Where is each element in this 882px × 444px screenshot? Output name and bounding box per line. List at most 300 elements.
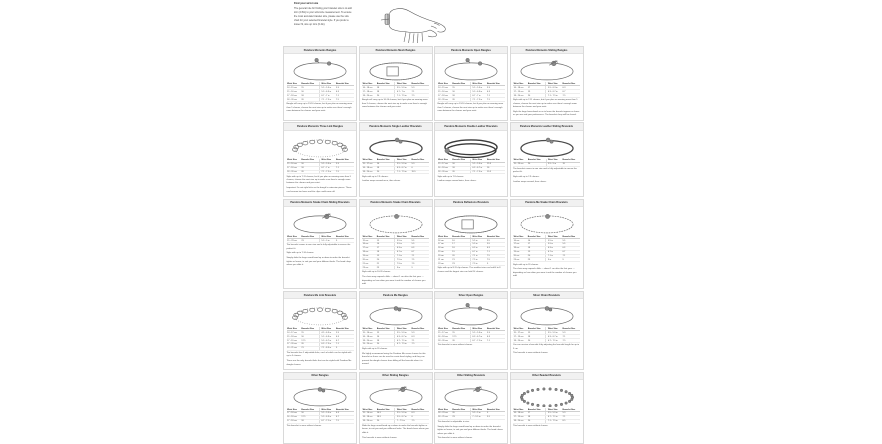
table-cell: 7.1 - 7.5 in <box>470 170 486 174</box>
table-cell: 15 - 16 cm <box>362 331 376 335</box>
table-cell: 15 - 23 cm <box>513 162 527 166</box>
column-header: Wrist Size <box>470 159 486 163</box>
table-cell: 18 - 20 cm <box>513 419 527 423</box>
table-cell: 17 <box>527 242 546 246</box>
column-header: Bracelet Size <box>527 408 546 412</box>
table-cell: 9 <box>562 258 580 262</box>
size-table-wrapper <box>435 159 507 175</box>
table-cell: 18 <box>452 166 471 170</box>
column-header: Bracelet Size <box>562 408 580 412</box>
table-cell: 15 cm <box>362 239 376 243</box>
table-cell: 16 <box>301 90 320 94</box>
card-note: Bangle will carry up to 10-14 charms, but if you plan on wearing more than 5 charms, choose the next size up to make sure there's enough room between the charms and your wrist. <box>362 99 428 109</box>
size-table-wrapper <box>360 159 432 175</box>
size-chart-card <box>359 372 433 444</box>
card-title: Pandora Moments Double Leather Bracelets <box>435 123 507 130</box>
table-cell: 18 - 20 cm <box>287 170 301 174</box>
table-cell: 20 <box>452 170 471 174</box>
size-table <box>513 327 580 343</box>
table-cell: 20 cm <box>438 254 452 258</box>
table-cell: 5.9 - 9 in <box>320 239 336 243</box>
table-cell: 15 - 16 cm <box>362 412 376 416</box>
table-row <box>362 170 429 174</box>
table-cell: 15 - 16 cm <box>438 90 452 94</box>
table-cell: 14 - 17 cm <box>287 331 301 335</box>
table-cell: 16 <box>301 335 320 339</box>
table-cell: 5.5 - 5.9 in <box>546 412 562 416</box>
table-cell: 17 cm <box>362 246 376 250</box>
size-table <box>362 327 429 347</box>
table-cell: 6.7 - 7.1 in <box>546 415 562 419</box>
column-header: Bracelet Size <box>452 408 471 412</box>
table-cell: 16 <box>452 162 471 166</box>
table-cell: 6.3 - 6.7 in <box>395 335 411 339</box>
table-cell: 15 - 17 cm <box>362 162 376 166</box>
column-header: Bracelet Size <box>452 327 471 331</box>
table-cell: 7 - 7.5 in <box>395 419 411 423</box>
size-table-wrapper <box>435 408 507 420</box>
card-note: Slide the large round bead up or down to make the bracelet tighter or looser, to suit you and your different looks. The band closes where you slide it. <box>362 424 429 434</box>
table-cell: 19 cm <box>513 250 527 254</box>
table-cell: 5.9 - 6.3 in <box>319 415 335 419</box>
table-cell: 20 cm <box>513 254 527 258</box>
column-header: Wrist Size <box>513 159 527 163</box>
table-cell: 5.9 <box>486 331 504 335</box>
card-title: Pandora Me Snake Chain Bracelets <box>511 200 583 207</box>
column-header: Bracelet Size <box>486 82 504 86</box>
column-header: Bracelet Size <box>301 408 320 412</box>
silver-chain-bracelet-icon <box>511 299 583 327</box>
table-cell: 7.1 <box>335 342 353 346</box>
column-header: Wrist Size <box>287 327 301 331</box>
table-cell: 7.1 - 7.5 in <box>470 98 486 102</box>
table-cell: 7.5 <box>411 258 429 262</box>
column-header: Bracelet Size <box>376 408 395 412</box>
table-cell: 14 - 15 cm <box>438 86 452 90</box>
sliding-bangle-icon <box>511 54 583 82</box>
card-note: This bracelet is worn without charms. <box>437 344 473 347</box>
table-cell: 18 - 20 cm <box>438 339 452 343</box>
table-cell: 5.9 - 6.3 in <box>319 90 335 94</box>
table-row <box>362 342 429 346</box>
table-cell: 23 <box>301 239 320 243</box>
column-header: Wrist Size <box>319 82 335 86</box>
column-header: Wrist Size <box>470 327 486 331</box>
column-header: Bracelet Size <box>411 408 429 412</box>
table-cell: 18 <box>376 90 395 94</box>
table-cell: 18 - 20 cm <box>362 94 376 98</box>
card-note: Leather wraps around, then closes. <box>513 180 547 183</box>
table-cell: 5.5 - 5.9 in <box>319 86 335 90</box>
table-cell: 16 - 18 cm <box>362 335 376 339</box>
card-title: Pandora Me Bangles <box>360 292 432 299</box>
table-cell: 17 - 18 cm <box>287 419 301 423</box>
table-cell: 6.7 - 7.1 in <box>319 419 335 423</box>
column-header: Wrist Size <box>395 82 411 86</box>
size-table <box>513 408 580 424</box>
table-row <box>438 415 505 419</box>
size-chart-card <box>283 372 357 444</box>
column-header: Wrist Size <box>546 235 562 239</box>
table-cell: 5.5 - 5.9 in <box>470 162 486 166</box>
table-cell: 7.5 <box>411 419 429 423</box>
table-row <box>362 94 429 98</box>
column-header: Wrist Size <box>513 408 527 412</box>
table-cell: 6.3 in <box>395 246 411 250</box>
table-cell: 6.7 <box>335 415 353 419</box>
table-cell: 15.9 <box>486 162 504 166</box>
size-chart-card <box>434 46 508 121</box>
table-cell: 6.3 <box>411 246 429 250</box>
table-cell: 18 - 20 cm <box>362 339 376 343</box>
column-header: Bracelet Size <box>452 159 471 163</box>
column-header: Bracelet Size <box>486 235 504 239</box>
me-bangle-icon <box>360 299 432 327</box>
table-cell: 16 <box>452 239 471 243</box>
card-title: Silver Open Bangles <box>435 292 507 299</box>
table-cell: 9 <box>335 239 353 243</box>
three-link-bangle-icon <box>284 131 356 159</box>
table-cell: 6 <box>411 415 429 419</box>
column-header: Bracelet Size <box>527 159 546 163</box>
table-cell: 6.3 in <box>546 246 562 250</box>
table-cell: 20 <box>301 170 320 174</box>
card-note: The bracelet comes in one size and is fully adjustable to ensure the perfect fit. <box>286 244 351 250</box>
table-cell: 20 <box>376 170 395 174</box>
table-cell: 19 <box>527 250 546 254</box>
table-cell: 5.9 <box>335 162 353 166</box>
table-cell: 5.5 - 5.9 in <box>470 86 486 90</box>
size-table <box>438 408 505 420</box>
column-header: Bracelet Size <box>301 327 320 331</box>
table-cell: 15 - 17 cm <box>438 162 452 166</box>
table-row <box>287 239 354 243</box>
column-header: Wrist Size <box>546 82 562 86</box>
column-header: Bracelet Size <box>527 327 546 331</box>
size-table <box>438 159 505 175</box>
table-cell: 5.5 in <box>470 239 486 243</box>
table-cell: 5.5 - 5.9 in <box>470 331 486 335</box>
table-cell: 7.1 <box>562 415 580 419</box>
column-header: Bracelet Size <box>411 327 429 331</box>
table-cell: 7.1 - 7.5 in <box>395 170 411 174</box>
card-note: Bangle will carry up to 13-16 charms, but if you plan on wearing more than 5 charms, choose the next size up to make sure there's enough room between the charms and your wrist. <box>437 103 504 112</box>
beaded-bracelet-icon <box>511 380 583 408</box>
column-header: Bracelet Size <box>527 235 546 239</box>
table-cell: 6.7 - 7.1 in <box>546 339 562 343</box>
table-cell: 18 <box>527 246 546 250</box>
mesh-bangle-icon <box>360 54 432 82</box>
table-cell: 17 - 18 cm <box>287 412 301 416</box>
size-chart-card <box>434 291 508 370</box>
size-chart-card <box>510 199 584 290</box>
table-cell: 21 <box>376 262 395 266</box>
card-note: The bracelet has 5 adjustable links, each of which can be styled with up to 5 charms. <box>286 351 352 358</box>
table-cell: 15 <box>452 86 471 90</box>
table-cell: 5.9 <box>335 86 353 90</box>
table-cell: 7.9 in <box>395 262 411 266</box>
table-cell: 6.3 <box>335 412 353 416</box>
card-note: Leather wraps around once, then closes. <box>362 180 401 183</box>
column-header: Bracelet Size <box>376 82 395 86</box>
table-row <box>287 170 354 174</box>
table-cell: 16 cm <box>438 239 452 243</box>
column-header: Wrist Size <box>362 408 376 412</box>
table-cell: 23 <box>376 266 395 270</box>
column-header: Wrist Size <box>513 327 527 331</box>
size-chart-card <box>434 122 508 197</box>
table-cell: 6.7 - 7.1 in <box>470 339 486 343</box>
column-header: Wrist Size <box>395 327 411 331</box>
table-cell: 5.5 <box>411 239 429 243</box>
table-row <box>438 98 505 102</box>
other-sliding-bangle-icon <box>360 380 432 408</box>
card-note: Simply slide the large round bead up or down to make the bracelet tighter or looser, to suit you and your different looks. The band closes where you slide it. <box>437 425 503 435</box>
table-cell: 7.5 <box>562 94 580 98</box>
table-cell: 5.9 <box>562 412 580 416</box>
column-header: Bracelet Size <box>527 82 546 86</box>
intro-section <box>294 2 584 42</box>
table-cell: 15 <box>301 86 320 90</box>
column-header: Bracelet Size <box>301 82 320 86</box>
reflexions-mesh-bracelet-icon <box>435 207 507 235</box>
size-table-wrapper <box>360 408 432 424</box>
table-cell: 5.5 <box>562 239 580 243</box>
table-cell: 16 <box>301 412 320 416</box>
column-header: Bracelet Size <box>452 235 471 239</box>
table-cell: 16 - 18 cm <box>513 412 527 416</box>
column-header: Bracelet Size <box>562 235 580 239</box>
column-header: Wrist Size <box>287 235 301 239</box>
size-table-wrapper <box>284 159 356 175</box>
table-cell: 18 <box>527 335 546 339</box>
table-cell: 20 <box>376 419 395 423</box>
size-table-wrapper <box>284 82 356 102</box>
table-cell: 9 <box>411 266 429 270</box>
table-cell: 7.1 <box>335 166 353 170</box>
table-cell: 19 - 21 cm <box>287 346 301 350</box>
table-cell: 9 in <box>546 258 562 262</box>
size-table-wrapper <box>511 408 583 424</box>
size-table <box>362 408 429 424</box>
column-header: Bracelet Size <box>335 82 353 86</box>
card-note: Important: Do not style links on the bangle's extension pieces. These can become too loose and the clips could come off. <box>286 187 352 193</box>
table-cell: 18 cm <box>362 250 376 254</box>
table-cell: 6.7 <box>335 339 353 343</box>
table-cell: 15 <box>376 239 395 243</box>
table-cell: 20 <box>527 94 546 98</box>
table-cell: 7.9 <box>486 258 504 262</box>
table-cell: 6.7 - 7 in <box>470 94 486 98</box>
column-header: Bracelet Size <box>486 327 504 331</box>
other-sliding-bracelet-icon <box>435 380 507 408</box>
column-header: Wrist Size <box>438 159 452 163</box>
table-cell: 17 <box>376 246 395 250</box>
table-cell: 5.9 - 6.3 in <box>546 86 562 90</box>
card-title: Other Sliding Bracelets <box>435 373 507 380</box>
column-header: Wrist Size <box>470 82 486 86</box>
table-cell: 6.7 <box>411 250 429 254</box>
table-cell: 7.5 <box>411 342 429 346</box>
table-cell: 5.5 - 5.9 in <box>546 331 562 335</box>
card-note: This bracelet is worn without charms. <box>286 424 322 427</box>
column-header: Bracelet Size <box>411 82 429 86</box>
table-cell: 17.5 <box>301 415 320 419</box>
card-note: Simply slide the large round bead up or down to make the bracelet tighter or looser, to suit you and your different looks. The band clasp where you slide it. <box>286 257 351 267</box>
table-cell: 9 <box>486 412 504 416</box>
table-cell: 6.7 <box>562 250 580 254</box>
table-cell: 20 <box>376 94 395 98</box>
table-cell: 19 <box>452 250 471 254</box>
table-cell: 5.5 - 5.9 in <box>395 162 411 166</box>
size-table-wrapper <box>284 235 356 243</box>
column-header: Wrist Size <box>513 235 527 239</box>
card-note: This bracelet is adjustable in size. <box>437 420 470 423</box>
size-table-wrapper <box>435 235 507 266</box>
card-note: This bracelet is worn without charms. <box>513 424 549 427</box>
table-cell: 15 - 18 cm <box>287 335 301 339</box>
table-cell: 20 <box>452 98 471 102</box>
table-row <box>362 419 429 423</box>
table-row <box>513 339 580 343</box>
table-cell: 15 - 16 cm <box>287 90 301 94</box>
table-cell: 6.7 in <box>470 250 486 254</box>
table-cell: 5.5 <box>486 239 504 243</box>
table-cell: 19 - 20 cm <box>362 342 376 346</box>
table-cell: 7.5 <box>335 98 353 102</box>
size-table <box>438 235 505 266</box>
card-note: Style with up to 7-9 charms. <box>362 175 389 178</box>
column-header: Wrist Size <box>395 235 411 239</box>
card-note: Style with up to 20 charms. <box>513 263 539 266</box>
size-table-wrapper <box>435 327 507 343</box>
table-cell: 17 - 19 cm <box>513 335 527 339</box>
table-cell: 16 cm <box>362 242 376 246</box>
table-cell: 17.5 <box>301 339 320 343</box>
table-cell: 17 - 18 cm <box>287 94 301 98</box>
snake-chain-sliding-icon <box>284 207 356 235</box>
table-cell: 16 <box>376 242 395 246</box>
table-cell: 18 - 20 cm <box>362 419 376 423</box>
table-cell: 20 <box>452 412 471 416</box>
table-cell: 9.5 <box>486 415 504 419</box>
size-chart-card <box>283 199 357 290</box>
column-header: Wrist Size <box>395 408 411 412</box>
size-table <box>287 327 354 350</box>
column-header: Wrist Size <box>546 159 562 163</box>
table-cell: 7.1 - 7.5 in <box>395 94 411 98</box>
size-chart-card <box>510 46 584 121</box>
size-table <box>513 82 580 98</box>
table-cell: 7.1 in <box>546 254 562 258</box>
table-cell: 5.9 in <box>470 242 486 246</box>
table-cell: 5.5 - 5.9 in <box>319 162 335 166</box>
table-row <box>513 258 580 262</box>
column-header: Wrist Size <box>287 408 301 412</box>
card-note: Leather wraps around twice, then closes. <box>437 180 477 183</box>
size-table <box>362 235 429 270</box>
table-cell: 21 cm <box>362 262 376 266</box>
card-note: Style the large loose-band so as to leave the bracelet appear as loose as you are and your preferences. The bracelet clasp will be closed. <box>513 110 580 117</box>
table-cell: 6.7 - 7.5 in <box>395 342 411 346</box>
column-header: Bracelet Size <box>301 235 320 239</box>
table-cell: 14 - 15 cm <box>287 86 301 90</box>
table-cell: 16 - 18 cm <box>362 86 376 90</box>
card-title: Other Bangles <box>284 373 356 380</box>
single-leather-bracelet-icon <box>360 131 432 159</box>
table-cell: 18 <box>301 166 320 170</box>
table-cell: 7.1 - 8.3 in <box>319 346 335 350</box>
column-header: Wrist Size <box>438 82 452 86</box>
table-cell: 7.5 <box>562 339 580 343</box>
table-cell: 7.5 <box>335 419 353 423</box>
column-header: Bracelet Size <box>452 82 471 86</box>
table-cell: 16 <box>376 335 395 339</box>
table-cell: 7.1 <box>411 339 429 343</box>
card-title: Pandora Moments Three Link Bangles <box>284 123 356 130</box>
column-header: Wrist Size <box>438 327 452 331</box>
table-cell: 17 - 19 cm <box>287 339 301 343</box>
table-cell: 5.9 - 6.3 in <box>470 90 486 94</box>
table-cell: 6.7 in <box>546 250 562 254</box>
table-cell: 9 <box>486 262 504 266</box>
table-cell: 23 cm <box>513 258 527 262</box>
table-cell: 5.9 - 9 in <box>471 412 487 416</box>
table-cell: 17 - 20 cm <box>287 342 301 346</box>
column-header: Wrist Size <box>362 82 376 86</box>
table-row <box>438 339 505 343</box>
table-cell: 7 - 9.5 in <box>471 415 487 419</box>
table-cell: 20 cm <box>362 258 376 262</box>
column-header: Bracelet Size <box>335 327 353 331</box>
card-note: The bracelet comes in one size and is fully adjustable to ensure the perfect fit. <box>513 167 577 174</box>
me-snake-chain-icon <box>511 207 583 235</box>
table-cell: 6.3 - 6.7 in <box>546 90 562 94</box>
table-cell: 6 <box>411 166 429 170</box>
table-cell: 6.3 <box>486 246 504 250</box>
size-chart-card <box>434 199 508 290</box>
table-cell: 5.9 <box>335 331 353 335</box>
table-row <box>513 94 580 98</box>
table-cell: 18 - 23 cm <box>438 412 452 416</box>
size-table <box>287 235 354 243</box>
table-cell: 6.3 <box>486 335 504 339</box>
table-cell: 16 - 18 cm <box>438 166 452 170</box>
table-cell: 5.9 - 9 in <box>546 162 562 166</box>
table-cell: 23 cm <box>438 262 452 266</box>
table-cell: 20 <box>527 419 546 423</box>
table-cell: 5.9 - 6.7 in <box>395 415 411 419</box>
table-cell: 5.9 <box>411 162 429 166</box>
table-cell: 6.3 in <box>470 246 486 250</box>
card-note: Style with up to 7-10 charms. <box>286 252 315 255</box>
card-title: Pandora Me Link Bracelets <box>284 292 356 299</box>
table-cell: 7.1 <box>486 250 504 254</box>
table-cell: 18 cm <box>438 246 452 250</box>
column-header: Wrist Size <box>438 235 452 239</box>
card-title: Pandora Reflexions Bracelets <box>435 200 507 207</box>
table-cell: 16 <box>527 239 546 243</box>
card-note: These are the only bracelet links that can be styled with Pandora Me dangle charms. <box>286 360 352 366</box>
table-cell: 7.1 - 7.5 in <box>319 98 335 102</box>
card-note: Style with up to 7-11 charms, but if you plan on wearing more than 5 charms, choose the next size up to make sure there's enough room between the charms and your wrist. <box>286 175 351 185</box>
table-cell: 19.5 <box>486 170 504 174</box>
table-cell: 23 cm <box>362 266 376 270</box>
table-cell: 5.9 in <box>546 242 562 246</box>
column-header: Bracelet Size <box>301 159 320 163</box>
table-cell: 15 <box>452 331 471 335</box>
table-cell: 16 - 18 cm <box>438 335 452 339</box>
